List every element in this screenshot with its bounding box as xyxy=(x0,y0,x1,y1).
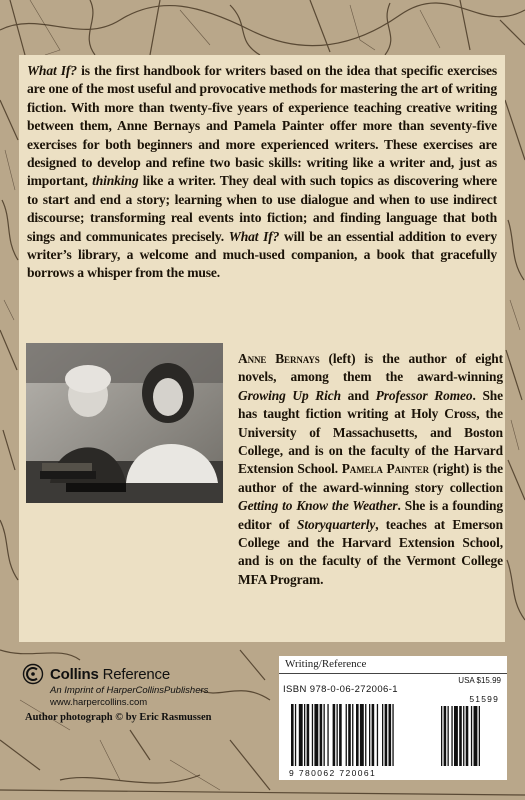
barcode-bar xyxy=(307,704,310,766)
barcode-bar xyxy=(337,704,338,766)
barcode-bar xyxy=(291,704,294,766)
barcode-bar xyxy=(369,704,370,766)
barcode-bar xyxy=(385,704,388,766)
addon-bar xyxy=(474,706,478,766)
barcode-bar xyxy=(324,704,325,766)
barcode-bar xyxy=(295,704,296,766)
barcode-bar xyxy=(339,704,342,766)
barcode-bar xyxy=(382,704,383,766)
barcode-bar xyxy=(348,704,351,766)
addon-bar xyxy=(471,706,472,766)
price-label: USA $15.99 xyxy=(458,676,501,685)
publisher-url: www.harpercollins.com xyxy=(50,697,148,708)
addon-bar xyxy=(448,706,449,766)
addon-bar xyxy=(459,706,462,766)
photo-credit: Author photograph © by Eric Rasmussen xyxy=(25,712,212,723)
collins-logo-icon xyxy=(22,663,44,685)
publisher-imprint: An Imprint of HarperCollinsPublishers xyxy=(50,685,209,696)
publisher-block xyxy=(22,663,208,708)
barcode xyxy=(279,656,507,780)
barcode-bar xyxy=(360,704,364,766)
author-bio: Anne Bernays (left) is the author of eight novels, among them the award-winning Growing Up Rich and Professor Romeo. She has taught fiction writing at Holy Cross, the University of Massachusetts, and Boston College, and is on the faculty of the Harvard Extension School. Pamela Painter (right) is the author of the award-winning story collection Getting to Know the Weather. She is a founding editor of Storyquarterly, teaches at Emerson College and the Harvard Extension School, and is on the faculty of the Vermont College MFA Program. xyxy=(238,351,503,587)
barcode-bar xyxy=(327,704,328,766)
author-photo xyxy=(26,343,223,503)
barcode-box xyxy=(279,656,507,780)
addon-digits: 51599 xyxy=(469,694,499,704)
book-description: What If? is the first handbook for writers based on the idea that specific exercises are one of the most useful and provocative methods for mastering the art of writing fiction. With more than twenty-five years of experience teaching creative writing between them, Anne Bernays and Pamela Painter offer more than seventy-five exercises for both beginners and more experienced writers. These exercises are designed to develop and refine two basic skills: writing like a writer and, just as important, thinking like a writer. They deal with such topics as discovering where to start and end a story; learning when to use dialogue and when to use indirect discourse; transforming real events into fiction; and finding language that both sings and communicates precisely. What If? will be an essential addition to every writer’s library, a welcome and much-used companion, a book that gracefully borrows a whisper from the muse. xyxy=(27,63,497,281)
barcode-bar xyxy=(312,704,313,766)
isbn-label: ISBN 978-0-06-272006-1 xyxy=(283,684,398,695)
barcode-bar xyxy=(389,704,392,766)
barcode-bar xyxy=(320,704,323,766)
barcode-bar xyxy=(333,704,336,766)
addon-bar xyxy=(441,706,442,766)
barcode-bar xyxy=(356,704,359,766)
barcode-bar xyxy=(304,704,305,766)
ean-digits: 9 780062 720061 xyxy=(289,768,377,778)
addon-bar xyxy=(463,706,464,766)
addon-bar xyxy=(466,706,469,766)
barcode-bar xyxy=(314,704,318,766)
barcode-bar xyxy=(346,704,347,766)
barcode-bar xyxy=(377,704,378,766)
publisher-name: Collins Reference xyxy=(50,665,170,683)
addon-bar xyxy=(454,706,458,766)
addon-bar xyxy=(444,706,447,766)
barcode-bar xyxy=(352,704,353,766)
barcode-bar xyxy=(372,704,375,766)
barcode-bar xyxy=(365,704,366,766)
description-panel xyxy=(19,55,505,642)
addon-bar xyxy=(479,706,480,766)
book-title: What If? xyxy=(27,63,77,78)
addon-bar xyxy=(451,706,452,766)
category-label: Writing/Reference xyxy=(285,658,367,670)
barcode-bar xyxy=(392,704,393,766)
barcode-bar xyxy=(299,704,303,766)
